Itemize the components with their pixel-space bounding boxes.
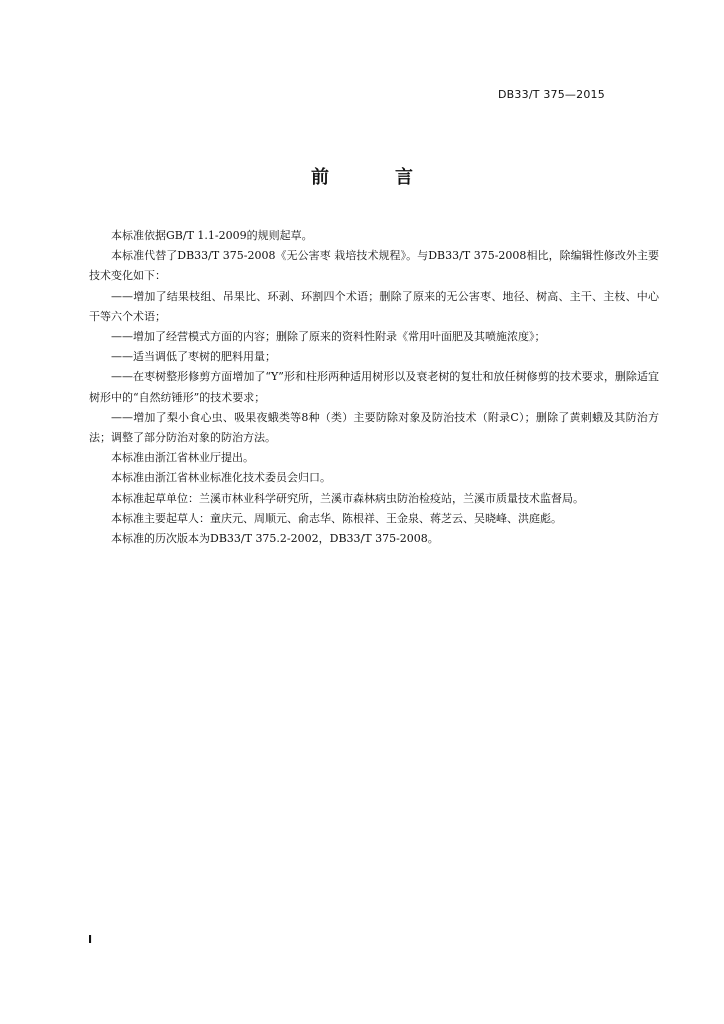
page-title xyxy=(0,163,724,189)
document-code: DB33/T 375—2015 xyxy=(498,88,605,101)
paragraph-drafters: 本标准主要起草人：童庆元、周顺元、俞志华、陈根祥、王金泉、蒋芝云、吴晓峰、洪庭彪。 xyxy=(111,511,562,525)
paragraph-change-management: ——增加了经营模式方面的内容；删除了原来的资料性附录《常用叶面肥及其喷施浓度》； xyxy=(111,330,546,344)
paragraph-change-pruning: ——在枣树整形修剪方面增加了“Y”形和柱形两种适用树形以及衰老树的复壮和放任树修剪的技术要求，删除适宜树形中的“自然纺锤形”的技术要求； xyxy=(89,370,659,404)
title-char-1: 前 xyxy=(311,167,329,188)
page-number: I xyxy=(88,933,93,946)
paragraph-history: 本标准的历次版本为DB33/T 375.2-2002，DB33/T 375-2008。 xyxy=(111,532,439,546)
paragraph-drafting-units: 本标准起草单位：兰溪市林业科学研究所，兰溪市森林病虫防治检疫站，兰溪市质量技术监督局。 xyxy=(111,491,584,505)
paragraph-replacement: 本标准代替了DB33/T 375-2008《无公害枣 栽培技术规程》。与DB33/T 375-2008相比，除编辑性修改外主要技术变化如下： xyxy=(89,249,659,283)
paragraph-drafting-rules: 本标准依据GB/T 1.1-2009的规则起草。 xyxy=(111,229,313,242)
paragraph-change-pests: ——增加了梨小食心虫、吸果夜蛾类等8种（类）主要防除对象及防治技术（附录C）；删除了黄刺蛾及其防治方法；调整了部分防治对象的防治方法。 xyxy=(89,410,659,445)
paragraph-proposer: 本标准由浙江省林业厅提出。 xyxy=(111,451,254,465)
foreword-body xyxy=(89,226,659,549)
paragraph-change-terms: ——增加了结果枝组、吊果比、环剥、环割四个术语；删除了原来的无公害枣、地径、树高、主干、主枝、中心干等六个术语； xyxy=(89,289,659,323)
title-char-2: 言 xyxy=(395,167,413,188)
paragraph-change-fertilizer: ——适当调低了枣树的肥料用量； xyxy=(111,350,276,364)
paragraph-committee: 本标准由浙江省林业标准化技术委员会归口。 xyxy=(111,471,331,485)
